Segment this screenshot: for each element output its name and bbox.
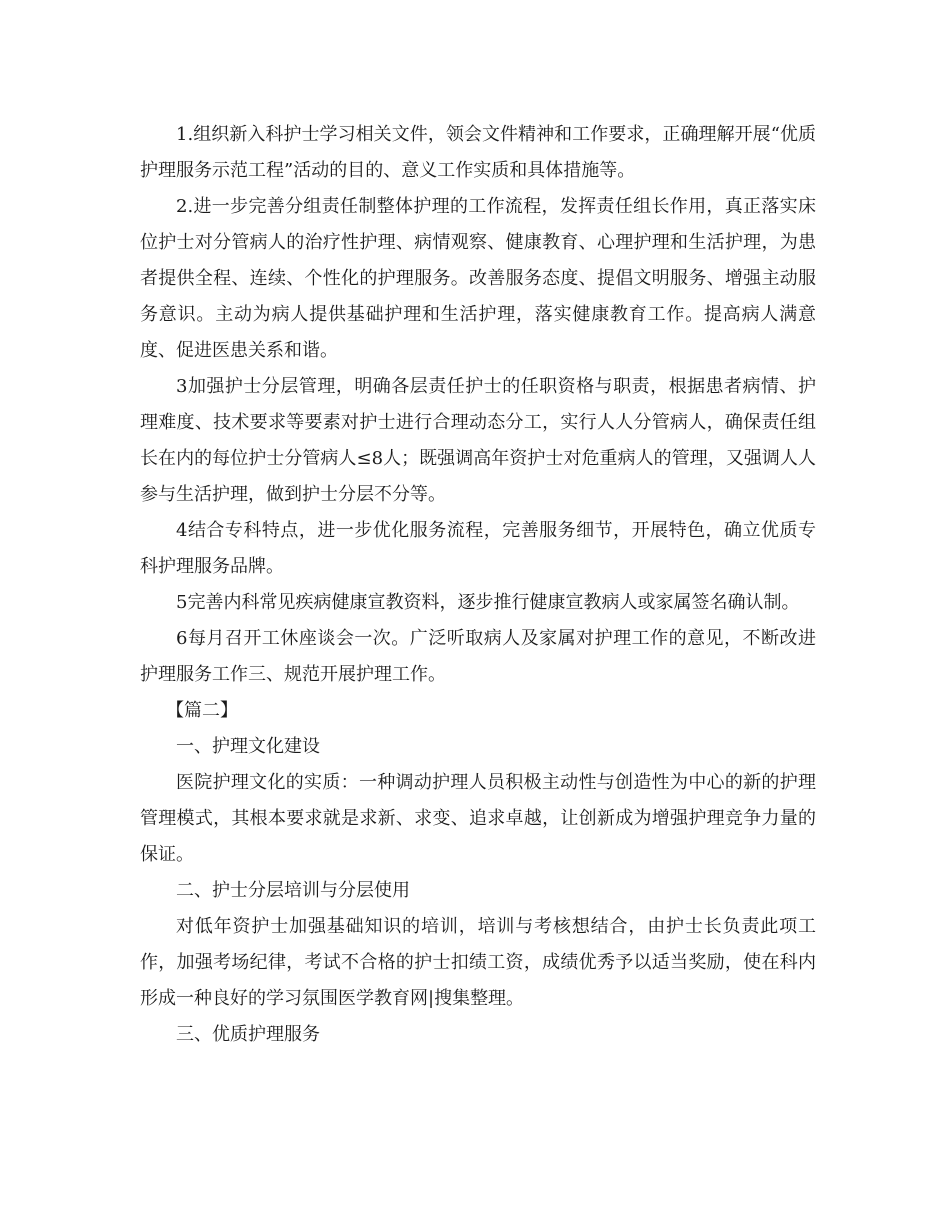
paragraph-4: 4结合专科特点，进一步优化服务流程，完善服务细节，开展特色，确立优质专科护理服务品牌。 [140, 520, 816, 577]
paragraph-1: 1.组织新入科护士学习相关文件，领会文件精神和工作要求，正确理解开展“优质护理服务示范工程”活动的目的、意义工作实质和具体措施等。 [140, 124, 816, 181]
paragraph-5: 5完善内科常见疾病健康宣教资料，逐步推行健康宣教病人或家属签名确认制。 [176, 592, 800, 613]
paragraph-6: 6每月召开工休座谈会一次。广泛听取病人及家属对护理工作的意见，不断改进护理服务工作三、规范开展护理工作。 [140, 628, 816, 685]
section-heading-tiered-training: 二、护士分层培训与分层使用 [176, 880, 410, 901]
paragraph-3: 3加强护士分层管理，明确各层责任护士的任职资格与职责，根据患者病情、护理难度、技术要求等要素对护士进行合理动态分工，实行人人分管病人，确保责任组长在内的每位护士分管病人≤8人；既强调高年资护士对危重病人的管理，又强调人人参与生活护理，做到护士分层不分等。 [140, 376, 816, 505]
section-heading-nursing-culture: 一、护理文化建设 [176, 736, 320, 757]
document-body [140, 117, 816, 1053]
section-title-part-two: 【篇二】 [166, 700, 238, 721]
paragraph-tiered-training: 对低年资护士加强基础知识的培训，培训与考核想结合，由护士长负责此项工作，加强考场纪律，考试不合格的护士扣绩工资，成绩优秀予以适当奖励，使在科内形成一种良好的学习氛围医学教育网|搜集整理。 [140, 916, 816, 1009]
paragraph-2: 2.进一步完善分组责任制整体护理的工作流程，发挥责任组长作用，真正落实床位护士对分管病人的治疗性护理、病情观察、健康教育、心理护理和生活护理，为患者提供全程、连续、个性化的护理服务。改善服务态度、提倡文明服务、增强主动服务意识。主动为病人提供基础护理和生活护理，落实健康教育工作。提高病人满意度、促进医患关系和谐。 [140, 196, 816, 361]
section-heading-quality-service: 三、优质护理服务 [176, 1024, 320, 1045]
paragraph-nursing-culture: 医院护理文化的实质：一种调动护理人员积极主动性与创造性为中心的新的护理管理模式，其根本要求就是求新、求变、追求卓越，让创新成为增强护理竞争力量的保证。 [140, 772, 816, 865]
